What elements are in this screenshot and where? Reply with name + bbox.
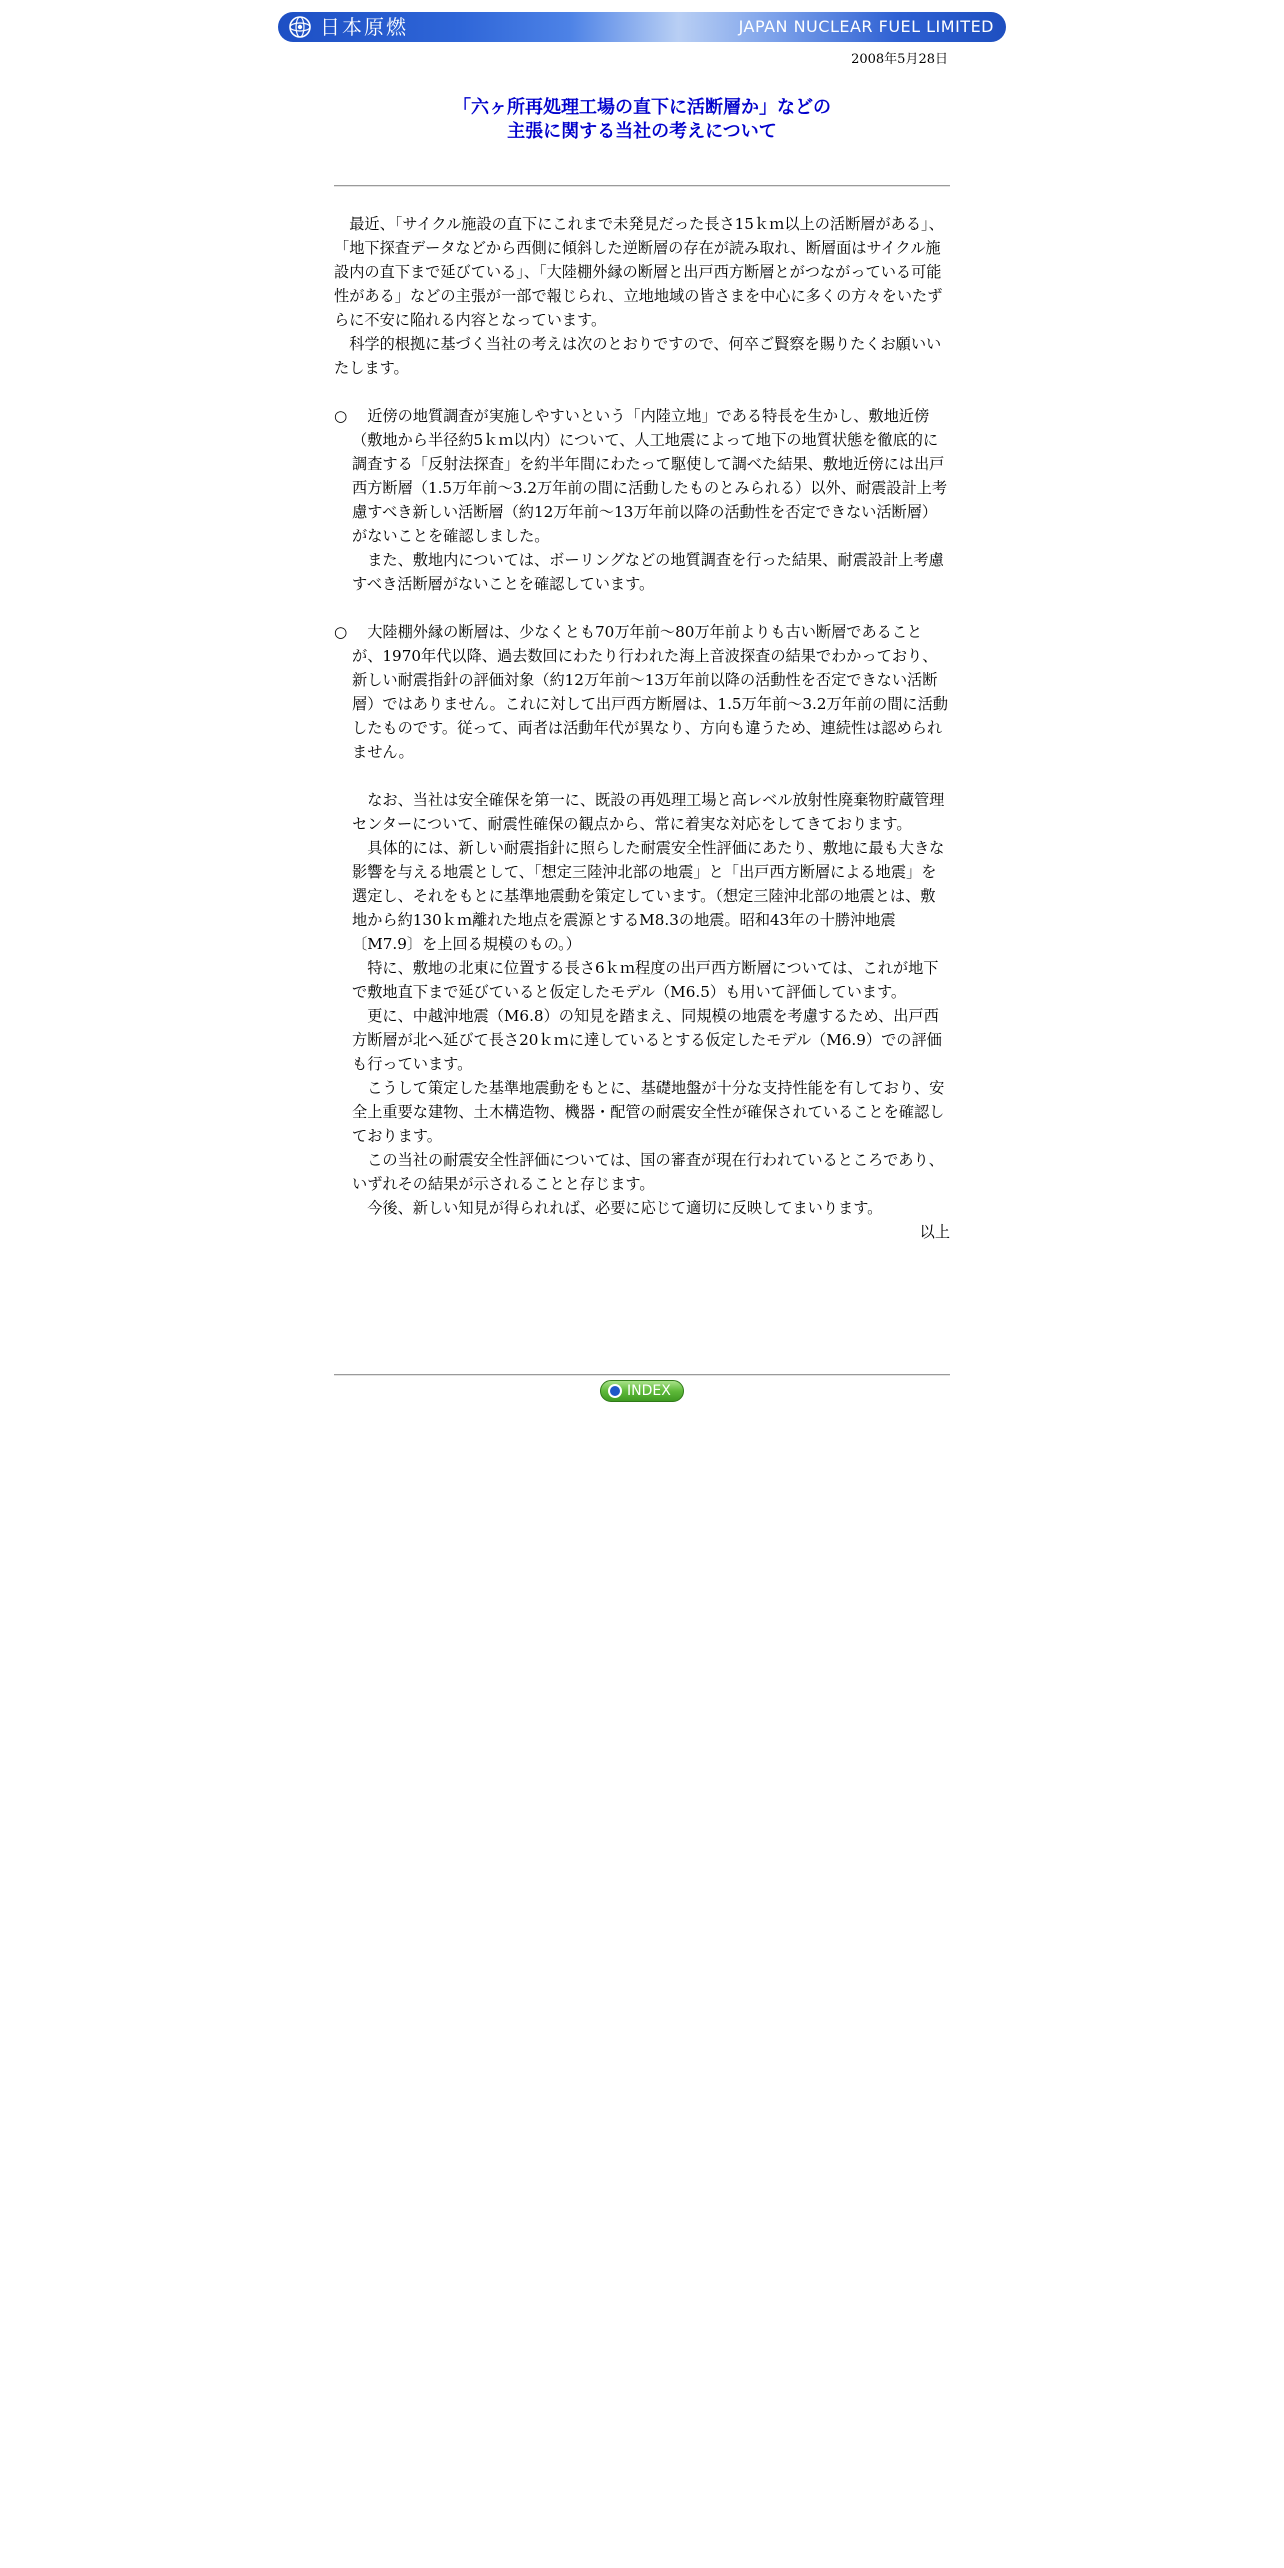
closing-paragraph: こうして策定した基準地震動をもとに、基礎地盤が十分な支持性能を有しており、安全上重要な建物、土木構造物、機器・配管の耐震安全性が確保されていることを確認しております。 xyxy=(352,1079,945,1145)
closing-paragraph: この当社の耐震安全性評価については、国の審査が現在行われているところであり、いずれその結果が示されることと存じます。 xyxy=(352,1151,944,1193)
point-item xyxy=(334,620,950,764)
closing-paragraph: なお、当社は安全確保を第一に、既設の再処理工場と高レベル放射性廃棄物貯蔵管理センターについて、耐震性確保の観点から、常に着実な対応をしてきております。 xyxy=(352,791,945,833)
bullet-circle-icon: ○ xyxy=(334,407,348,425)
point-item xyxy=(334,404,950,596)
company-name-en: JAPAN NUCLEAR FUEL LIMITED xyxy=(738,17,994,36)
jnfl-emblem-icon xyxy=(288,15,312,39)
closing-paragraph: 今後、新しい知見が得られれば、必要に応じて適切に反映してまいります。 xyxy=(367,1199,883,1217)
bottom-divider xyxy=(334,1374,950,1376)
title-line-1: 「六ヶ所再処理工場の直下に活断層か」などの xyxy=(453,97,831,118)
index-button-label: INDEX xyxy=(627,1383,671,1399)
closing-paragraph: 更に、中越沖地震（M6.8）の知見を踏まえ、同規模の地震を考慮するため、出戸西方断層が北へ延びて長さ20ｋｍに達しているとする仮定したモデル（M6.9）での評価も行っています。 xyxy=(352,1007,942,1073)
point-paragraph: 大陸棚外縁の断層は、少なくとも70万年前～80万年前よりも古い断層であることが、1970年代以降、過去数回にわたり行われた海上音波探査の結果でわかっており、新しい耐震指針の評価対象（約12万年前～13万年前以降の活動性を否定できない活断層）ではありません。これに対して出戸西方断層は、1.5万年前～3.2万年前の間に活動したものです。従って、両者は活動年代が異なり、方向も違うため、連続性は認められません。 xyxy=(352,623,948,761)
index-button[interactable] xyxy=(600,1380,684,1402)
point-paragraph: また、敷地内については、ボーリングなどの地質調査を行った結果、耐震設計上考慮すべき活断層がないことを確認しています。 xyxy=(352,551,944,593)
closing-paragraph: 特に、敷地の北東に位置する長さ6ｋｍ程度の出戸西方断層については、これが地下で敷地直下まで延びていると仮定したモデル（M6.5）も用いて評価しています。 xyxy=(352,959,939,1001)
intro-paragraph: 科学的根拠に基づく当社の考えは次のとおりですので、何卒ご賢察を賜りたくお願いいたします。 xyxy=(334,335,942,377)
company-name-jp: 日本原燃 xyxy=(320,15,408,39)
end-mark: 以上 xyxy=(919,1223,950,1241)
top-divider xyxy=(334,185,950,187)
bullet-circle-icon: ○ xyxy=(334,623,348,641)
header-banner xyxy=(278,12,1006,42)
publish-date: 2008年5月28日 xyxy=(851,52,948,67)
closing-paragraph: 具体的には、新しい耐震指針に照らした耐震安全性評価にあたり、敷地に最も大きな影響を与える地震として、「想定三陸沖北部の地震」と「出戸西方断層による地震」を選定し、それをもとに基準地震動を策定しています。（想定三陸沖北部の地震とは、敷地から約130ｋｍ離れた地点を震源とするM8.3の地震。昭和43年の十勝沖地震〔M7.9〕を上回る規模のもの。） xyxy=(352,839,945,953)
closing-section xyxy=(334,788,950,1220)
circle-bullet-icon xyxy=(608,1384,622,1398)
page-title xyxy=(334,96,950,144)
article-body xyxy=(334,212,950,1244)
point-paragraph: 近傍の地質調査が実施しやすいという「内陸立地」である特長を生かし、敷地近傍（敷地から半径約5ｋｍ以内）について、人工地震によって地下の地質状態を徹底的に調査する「反射法探査」を約半年間にわたって駆使して調べた結果、敷地近傍には出戸西方断層（1.5万年前～3.2万年前の間に活動したものとみられる）以外、耐震設計上考慮すべき新しい活断層（約12万年前～13万年前以降の活動性を否定できない活断層）がないことを確認しました。 xyxy=(352,407,948,545)
intro-paragraph: 最近、「サイクル施設の直下にこれまで未発見だった長さ15ｋｍ以上の活断層がある」、「地下探査データなどから西側に傾斜した逆断層の存在が読み取れ、断層面はサイクル施設内の直下まで延びている」、「大陸棚外縁の断層と出戸西方断層とがつながっている可能性がある」などの主張が一部で報じられ、立地地域の皆さまを中心に多くの方々をいたずらに不安に陥れる内容となっています。 xyxy=(334,215,944,329)
title-line-2: 主張に関する当社の考えについて xyxy=(507,121,777,142)
